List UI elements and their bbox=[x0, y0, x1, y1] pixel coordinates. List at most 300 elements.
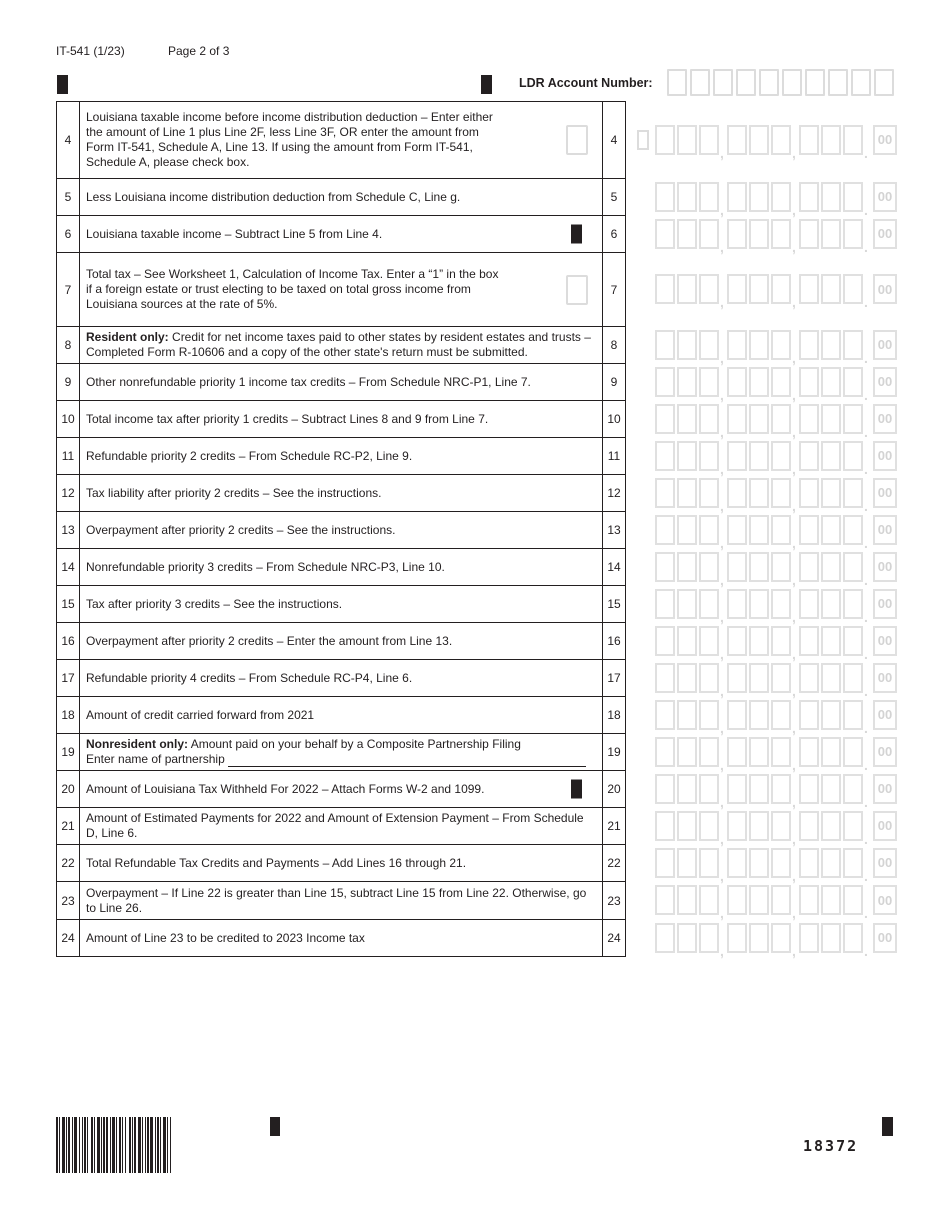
amount-digit-box[interactable] bbox=[749, 478, 769, 508]
amount-digit-box[interactable] bbox=[699, 923, 719, 953]
amount-cents: 00 bbox=[873, 478, 897, 508]
amount-field[interactable] bbox=[655, 125, 897, 161]
line-description bbox=[80, 623, 603, 660]
form-id: IT-541 (1/23) bbox=[56, 44, 125, 58]
amount-digit-box[interactable] bbox=[799, 737, 819, 767]
line-number: 8 bbox=[57, 327, 80, 364]
line-description bbox=[80, 697, 603, 734]
amount-field[interactable] bbox=[655, 589, 897, 625]
amount-digit-box[interactable] bbox=[677, 626, 697, 656]
amount-digit-box[interactable] bbox=[771, 811, 791, 841]
line-description bbox=[80, 327, 603, 364]
amount-digit-box[interactable] bbox=[771, 219, 791, 249]
amount-digit-box[interactable] bbox=[821, 589, 841, 619]
amount-digit-box[interactable] bbox=[771, 478, 791, 508]
amount-digit-box[interactable] bbox=[843, 589, 863, 619]
amount-digit-box[interactable] bbox=[771, 774, 791, 804]
line-checkbox[interactable] bbox=[566, 275, 588, 305]
amount-digit-box[interactable] bbox=[677, 923, 697, 953]
amount-digit-box[interactable] bbox=[677, 515, 697, 545]
digit-separator: , bbox=[792, 867, 796, 884]
amount-digit-box[interactable] bbox=[843, 182, 863, 212]
amount-digit-box[interactable] bbox=[821, 478, 841, 508]
amount-digit-box[interactable] bbox=[727, 811, 747, 841]
line-description bbox=[80, 401, 603, 438]
amount-digit-box[interactable] bbox=[771, 663, 791, 693]
amount-digit-box[interactable] bbox=[727, 404, 747, 434]
amount-digit-box[interactable] bbox=[821, 515, 841, 545]
amount-digit-box[interactable] bbox=[749, 367, 769, 397]
amount-digit-box[interactable] bbox=[727, 737, 747, 767]
amount-cents: 00 bbox=[873, 515, 897, 545]
amount-field[interactable] bbox=[655, 478, 897, 514]
amount-digit-box[interactable] bbox=[677, 737, 697, 767]
amount-digit-box[interactable] bbox=[727, 923, 747, 953]
amount-digit-box[interactable] bbox=[749, 663, 769, 693]
amount-digit-box[interactable] bbox=[749, 404, 769, 434]
amount-digit-box[interactable] bbox=[699, 367, 719, 397]
digit-separator: , bbox=[792, 719, 796, 736]
amount-digit-box[interactable] bbox=[677, 885, 697, 915]
line-number: 23 bbox=[57, 882, 80, 920]
amount-field[interactable] bbox=[655, 404, 897, 440]
amount-digit-box[interactable] bbox=[727, 774, 747, 804]
amount-digit-box[interactable] bbox=[843, 441, 863, 471]
amount-digit-box[interactable] bbox=[799, 700, 819, 730]
amount-digit-box[interactable] bbox=[799, 274, 819, 304]
amount-field[interactable] bbox=[655, 515, 897, 551]
amount-digit-box[interactable] bbox=[799, 404, 819, 434]
amount-digit-box[interactable] bbox=[799, 441, 819, 471]
amount-digit-box[interactable] bbox=[699, 125, 719, 155]
amount-digit-box[interactable] bbox=[821, 404, 841, 434]
amount-digit-box[interactable] bbox=[821, 848, 841, 878]
amount-digit-box[interactable] bbox=[655, 515, 675, 545]
amount-digit-box[interactable] bbox=[699, 404, 719, 434]
amount-digit-box[interactable] bbox=[727, 367, 747, 397]
amount-digit-box[interactable] bbox=[677, 274, 697, 304]
digit-separator: , bbox=[792, 423, 796, 440]
amount-digit-box[interactable] bbox=[727, 700, 747, 730]
line-number: 18 bbox=[57, 697, 80, 734]
amount-digit-box[interactable] bbox=[677, 478, 697, 508]
digit-separator: . bbox=[864, 423, 868, 440]
amount-digit-box[interactable] bbox=[771, 441, 791, 471]
amount-digit-box[interactable] bbox=[699, 552, 719, 582]
amount-digit-box[interactable] bbox=[821, 441, 841, 471]
amount-field[interactable] bbox=[655, 700, 897, 736]
amount-digit-box[interactable] bbox=[771, 923, 791, 953]
amount-digit-box[interactable] bbox=[677, 663, 697, 693]
amount-cents: 00 bbox=[873, 663, 897, 693]
line-text: Total income tax after priority 1 credits – Subtract Lines 8 and 9 from Line 7. bbox=[86, 411, 489, 426]
amount-digit-box[interactable] bbox=[727, 626, 747, 656]
digit-separator: , bbox=[792, 608, 796, 625]
line-number-right: 5 bbox=[603, 179, 626, 216]
line-row bbox=[57, 401, 626, 438]
amount-digit-box[interactable] bbox=[771, 885, 791, 915]
amount-digit-box[interactable] bbox=[749, 885, 769, 915]
amount-digit-box[interactable] bbox=[727, 125, 747, 155]
amount-digit-box[interactable] bbox=[699, 515, 719, 545]
amount-digit-box[interactable] bbox=[727, 663, 747, 693]
line-number-right: 20 bbox=[603, 771, 626, 808]
amount-digit-box[interactable] bbox=[771, 125, 791, 155]
amount-digit-box[interactable] bbox=[771, 700, 791, 730]
amount-field[interactable] bbox=[655, 774, 897, 810]
amount-digit-box[interactable] bbox=[655, 367, 675, 397]
amount-digit-box[interactable] bbox=[655, 663, 675, 693]
amount-digit-box[interactable] bbox=[799, 219, 819, 249]
amount-digit-box[interactable] bbox=[799, 552, 819, 582]
digit-separator: . bbox=[864, 830, 868, 847]
amount-digit-box[interactable] bbox=[727, 441, 747, 471]
amount-digit-box[interactable] bbox=[843, 404, 863, 434]
amount-digit-box[interactable] bbox=[843, 552, 863, 582]
amount-digit-box[interactable] bbox=[727, 515, 747, 545]
amount-digit-box[interactable] bbox=[799, 663, 819, 693]
digit-separator: , bbox=[792, 571, 796, 588]
amount-digit-box[interactable] bbox=[699, 441, 719, 471]
amount-cents: 00 bbox=[873, 774, 897, 804]
amount-field[interactable] bbox=[655, 219, 897, 255]
amount-digit-box[interactable] bbox=[749, 589, 769, 619]
amount-field[interactable] bbox=[655, 885, 897, 921]
amount-digit-box[interactable] bbox=[843, 515, 863, 545]
amount-digit-box[interactable] bbox=[655, 737, 675, 767]
amount-digit-box[interactable] bbox=[771, 515, 791, 545]
amount-digit-box[interactable] bbox=[677, 404, 697, 434]
amount-digit-box[interactable] bbox=[727, 330, 747, 360]
amount-digit-box[interactable] bbox=[771, 330, 791, 360]
amount-digit-box[interactable] bbox=[843, 923, 863, 953]
registration-mark bbox=[57, 75, 68, 94]
amount-digit-box[interactable] bbox=[771, 737, 791, 767]
amount-digit-box[interactable] bbox=[655, 923, 675, 953]
amount-digit-box[interactable] bbox=[843, 367, 863, 397]
amount-digit-box[interactable] bbox=[799, 811, 819, 841]
line-row bbox=[57, 512, 626, 549]
amount-digit-box[interactable] bbox=[843, 811, 863, 841]
amount-digit-box[interactable] bbox=[799, 330, 819, 360]
amount-digit-box[interactable] bbox=[821, 923, 841, 953]
amount-digit-box[interactable] bbox=[821, 885, 841, 915]
amount-digit-box[interactable] bbox=[821, 125, 841, 155]
amount-digit-box[interactable] bbox=[821, 774, 841, 804]
amount-cents: 00 bbox=[873, 441, 897, 471]
amount-digit-box[interactable] bbox=[749, 552, 769, 582]
amount-digit-box[interactable] bbox=[799, 367, 819, 397]
amount-digit-box[interactable] bbox=[727, 219, 747, 249]
line-number: 11 bbox=[57, 438, 80, 475]
amount-digit-box[interactable] bbox=[749, 182, 769, 212]
registration-mark bbox=[270, 1117, 280, 1136]
amount-field[interactable] bbox=[655, 552, 897, 588]
amount-digit-box[interactable] bbox=[699, 700, 719, 730]
amount-digit-box[interactable] bbox=[655, 589, 675, 619]
amount-digit-box[interactable] bbox=[727, 182, 747, 212]
amount-digit-box[interactable] bbox=[727, 274, 747, 304]
amount-digit-box[interactable] bbox=[799, 923, 819, 953]
amount-digit-box[interactable] bbox=[655, 182, 675, 212]
amount-digit-box[interactable] bbox=[677, 125, 697, 155]
amount-digit-box[interactable] bbox=[699, 478, 719, 508]
digit-separator: , bbox=[720, 294, 724, 310]
amount-field[interactable] bbox=[655, 441, 897, 477]
amount-digit-box[interactable] bbox=[771, 274, 791, 304]
amount-digit-box[interactable] bbox=[749, 848, 769, 878]
amount-digit-box[interactable] bbox=[843, 848, 863, 878]
digit-separator: . bbox=[864, 460, 868, 477]
amount-digit-box[interactable] bbox=[655, 274, 675, 304]
line-row bbox=[57, 438, 626, 475]
amount-cents: 00 bbox=[873, 848, 897, 878]
account-digit-box[interactable] bbox=[667, 69, 687, 96]
amount-digit-box[interactable] bbox=[799, 589, 819, 619]
amount-digit-box[interactable] bbox=[699, 626, 719, 656]
amount-digit-box[interactable] bbox=[655, 700, 675, 730]
amount-cents: 00 bbox=[873, 885, 897, 915]
amount-digit-box[interactable] bbox=[749, 441, 769, 471]
amount-digit-box[interactable] bbox=[843, 274, 863, 304]
amount-digit-box[interactable] bbox=[771, 589, 791, 619]
amount-digit-box[interactable] bbox=[771, 848, 791, 878]
line-description bbox=[80, 364, 603, 401]
amount-digit-box[interactable] bbox=[749, 626, 769, 656]
amount-digit-box[interactable] bbox=[699, 330, 719, 360]
amount-digit-box[interactable] bbox=[655, 441, 675, 471]
line-description bbox=[80, 771, 603, 808]
amount-digit-box[interactable] bbox=[843, 663, 863, 693]
line-number-right: 16 bbox=[603, 623, 626, 660]
amount-digit-box[interactable] bbox=[677, 552, 697, 582]
amount-digit-box[interactable] bbox=[771, 626, 791, 656]
amount-digit-box[interactable] bbox=[655, 330, 675, 360]
line-number-right: 4 bbox=[603, 102, 626, 179]
amount-digit-box[interactable] bbox=[821, 626, 841, 656]
amount-digit-box[interactable] bbox=[699, 737, 719, 767]
digit-separator: , bbox=[792, 238, 796, 255]
amount-digit-box[interactable] bbox=[843, 125, 863, 155]
amount-cents: 00 bbox=[873, 274, 897, 304]
digit-separator: . bbox=[864, 201, 868, 218]
line-number: 15 bbox=[57, 586, 80, 623]
account-digit-box[interactable] bbox=[759, 69, 779, 96]
amount-digit-box[interactable] bbox=[749, 219, 769, 249]
amount-digit-box[interactable] bbox=[677, 182, 697, 212]
line-row bbox=[57, 475, 626, 512]
amount-digit-box[interactable] bbox=[677, 441, 697, 471]
line-number-right: 23 bbox=[603, 882, 626, 920]
amount-digit-box[interactable] bbox=[749, 125, 769, 155]
line-checkbox[interactable] bbox=[566, 125, 588, 155]
amount-field[interactable] bbox=[655, 848, 897, 884]
account-digit-box[interactable] bbox=[736, 69, 756, 96]
amount-digit-box[interactable] bbox=[699, 274, 719, 304]
line-text: Amount of Estimated Payments for 2022 and Amount of Extension Payment – From Schedule D, Line 6. bbox=[86, 811, 584, 840]
amount-cents: 00 bbox=[873, 923, 897, 953]
line-description bbox=[80, 216, 603, 253]
line-description bbox=[80, 808, 603, 845]
amount-digit-box[interactable] bbox=[821, 219, 841, 249]
partnership-name-input[interactable] bbox=[228, 754, 586, 767]
amount-digit-box[interactable] bbox=[843, 700, 863, 730]
amount-field[interactable] bbox=[655, 367, 897, 403]
amount-digit-box[interactable] bbox=[749, 700, 769, 730]
amount-digit-box[interactable] bbox=[821, 663, 841, 693]
amount-digit-box[interactable] bbox=[799, 885, 819, 915]
digit-separator: . bbox=[864, 386, 868, 403]
amount-digit-box[interactable] bbox=[821, 700, 841, 730]
amount-digit-box[interactable] bbox=[799, 182, 819, 212]
line-text: Total Refundable Tax Credits and Payments – Add Lines 16 through 21. bbox=[86, 855, 467, 870]
digit-separator: , bbox=[720, 201, 724, 218]
amount-digit-box[interactable] bbox=[699, 219, 719, 249]
digit-separator: , bbox=[720, 608, 724, 625]
account-digit-box[interactable] bbox=[828, 69, 848, 96]
amount-digit-box[interactable] bbox=[771, 367, 791, 397]
amount-digit-box[interactable] bbox=[655, 404, 675, 434]
amount-digit-box[interactable] bbox=[821, 274, 841, 304]
amount-digit-box[interactable] bbox=[843, 219, 863, 249]
line-text: Amount of Louisiana Tax Withheld For 2022 – Attach Forms W-2 and 1099. bbox=[86, 781, 485, 796]
line-emphasis: Nonresident only: bbox=[86, 737, 189, 751]
amount-digit-box[interactable] bbox=[699, 811, 719, 841]
amount-digit-box[interactable] bbox=[799, 626, 819, 656]
amount-digit-box[interactable] bbox=[843, 330, 863, 360]
amount-digit-box[interactable] bbox=[699, 774, 719, 804]
digit-separator: , bbox=[792, 144, 796, 161]
amount-digit-box[interactable] bbox=[655, 885, 675, 915]
amount-digit-box[interactable] bbox=[799, 848, 819, 878]
amount-digit-box[interactable] bbox=[799, 478, 819, 508]
amount-digit-box[interactable] bbox=[799, 515, 819, 545]
amount-digit-box[interactable] bbox=[771, 182, 791, 212]
account-digit-box[interactable] bbox=[805, 69, 825, 96]
line-row bbox=[57, 623, 626, 660]
digit-separator: , bbox=[720, 867, 724, 884]
amount-digit-box[interactable] bbox=[655, 478, 675, 508]
amount-digit-box[interactable] bbox=[727, 589, 747, 619]
amount-digit-box[interactable] bbox=[699, 663, 719, 693]
amount-digit-box[interactable] bbox=[799, 774, 819, 804]
amount-digit-box[interactable] bbox=[749, 515, 769, 545]
amount-field[interactable] bbox=[655, 182, 897, 218]
amount-digit-box[interactable] bbox=[677, 848, 697, 878]
amount-field[interactable] bbox=[655, 737, 897, 773]
amount-digit-box[interactable] bbox=[655, 626, 675, 656]
account-digit-box[interactable] bbox=[851, 69, 871, 96]
amount-digit-box[interactable] bbox=[655, 552, 675, 582]
amount-digit-box[interactable] bbox=[749, 811, 769, 841]
amount-digit-box[interactable] bbox=[677, 589, 697, 619]
account-number-field[interactable] bbox=[667, 69, 897, 96]
amount-digit-box[interactable] bbox=[727, 885, 747, 915]
amount-digit-box[interactable] bbox=[677, 330, 697, 360]
line-row bbox=[57, 549, 626, 586]
amount-field[interactable] bbox=[655, 626, 897, 662]
amount-digit-box[interactable] bbox=[655, 219, 675, 249]
digit-separator: . bbox=[864, 534, 868, 551]
amount-digit-box[interactable] bbox=[771, 552, 791, 582]
account-digit-box[interactable] bbox=[874, 69, 894, 96]
amount-digit-box[interactable] bbox=[799, 125, 819, 155]
amount-digit-box[interactable] bbox=[727, 478, 747, 508]
amount-digit-box[interactable] bbox=[655, 125, 675, 155]
amount-digit-box[interactable] bbox=[677, 774, 697, 804]
amount-digit-box[interactable] bbox=[821, 330, 841, 360]
line-number-right: 14 bbox=[603, 549, 626, 586]
amount-digit-box[interactable] bbox=[655, 774, 675, 804]
amount-digit-box[interactable] bbox=[821, 552, 841, 582]
amount-digit-box[interactable] bbox=[677, 811, 697, 841]
account-digit-box[interactable] bbox=[690, 69, 710, 96]
amount-field[interactable] bbox=[655, 663, 897, 699]
digit-separator: , bbox=[792, 682, 796, 699]
account-digit-box[interactable] bbox=[782, 69, 802, 96]
amount-cents: 00 bbox=[873, 125, 897, 155]
line-description bbox=[80, 102, 603, 179]
amount-digit-box[interactable] bbox=[843, 774, 863, 804]
amount-digit-box[interactable] bbox=[655, 811, 675, 841]
digit-separator: , bbox=[720, 144, 724, 161]
amount-field[interactable] bbox=[655, 923, 897, 959]
amount-cents: 00 bbox=[873, 552, 897, 582]
amount-digit-box[interactable] bbox=[749, 774, 769, 804]
amount-digit-box[interactable] bbox=[749, 330, 769, 360]
line-text: Refundable priority 2 credits – From Schedule RC-P2, Line 9. bbox=[86, 448, 413, 463]
amount-digit-box[interactable] bbox=[749, 923, 769, 953]
amount-digit-box[interactable] bbox=[843, 478, 863, 508]
amount-digit-box[interactable] bbox=[749, 737, 769, 767]
amount-digit-box[interactable] bbox=[677, 700, 697, 730]
amount-field[interactable] bbox=[655, 811, 897, 847]
amount-digit-box[interactable] bbox=[843, 737, 863, 767]
line-description bbox=[80, 882, 603, 920]
digit-separator: , bbox=[720, 756, 724, 773]
amount-cents: 00 bbox=[873, 182, 897, 212]
amount-digit-box[interactable] bbox=[843, 885, 863, 915]
amount-field[interactable] bbox=[655, 274, 897, 310]
digit-separator: . bbox=[864, 238, 868, 255]
amount-digit-box[interactable] bbox=[821, 737, 841, 767]
amount-digit-box[interactable] bbox=[677, 219, 697, 249]
line-description bbox=[80, 920, 603, 957]
amount-cents: 00 bbox=[873, 330, 897, 360]
amount-digit-box[interactable] bbox=[821, 811, 841, 841]
account-digit-box[interactable] bbox=[713, 69, 733, 96]
line4-amount-checkbox[interactable] bbox=[637, 130, 649, 150]
amount-digit-box[interactable] bbox=[655, 848, 675, 878]
amount-digit-box[interactable] bbox=[727, 848, 747, 878]
amount-digit-box[interactable] bbox=[821, 367, 841, 397]
amount-digit-box[interactable] bbox=[699, 589, 719, 619]
amount-digit-box[interactable] bbox=[699, 182, 719, 212]
amount-digit-box[interactable] bbox=[699, 885, 719, 915]
amount-digit-box[interactable] bbox=[749, 274, 769, 304]
line-text: Amount of credit carried forward from 2021 bbox=[86, 707, 315, 722]
amount-digit-box[interactable] bbox=[821, 182, 841, 212]
amount-digit-box[interactable] bbox=[771, 404, 791, 434]
amount-digit-box[interactable] bbox=[727, 552, 747, 582]
amount-digit-box[interactable] bbox=[843, 626, 863, 656]
digit-separator: , bbox=[720, 497, 724, 514]
amount-digit-box[interactable] bbox=[699, 848, 719, 878]
line-row bbox=[57, 216, 626, 253]
amount-field[interactable] bbox=[655, 330, 897, 366]
line-emphasis: Resident only: bbox=[86, 330, 169, 344]
amount-digit-box[interactable] bbox=[677, 367, 697, 397]
